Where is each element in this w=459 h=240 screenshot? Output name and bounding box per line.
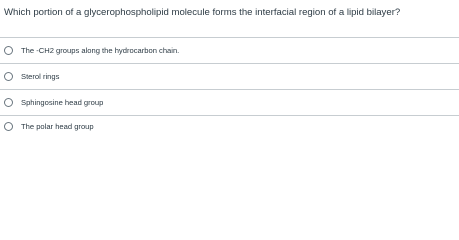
- radio-button-icon[interactable]: [4, 98, 13, 107]
- answer-label: Sterol rings: [21, 71, 60, 81]
- answer-option-2[interactable]: [0, 63, 459, 89]
- radio-button-icon[interactable]: [4, 46, 13, 55]
- answer-option-4[interactable]: [0, 115, 459, 137]
- question-text: Which portion of a glycerophospholipid molecule forms the interfacial region of a lipid bilayer?: [4, 7, 401, 18]
- answer-list: [0, 37, 459, 137]
- answer-option-3[interactable]: [0, 89, 459, 115]
- radio-button-icon[interactable]: [4, 72, 13, 81]
- answer-option-1[interactable]: [0, 37, 459, 63]
- answer-label: Sphingosine head group: [21, 97, 104, 107]
- radio-button-icon[interactable]: [4, 122, 13, 131]
- answer-label: The -CH2 groups along the hydrocarbon chain.: [21, 45, 180, 55]
- answer-label: The polar head group: [21, 121, 94, 131]
